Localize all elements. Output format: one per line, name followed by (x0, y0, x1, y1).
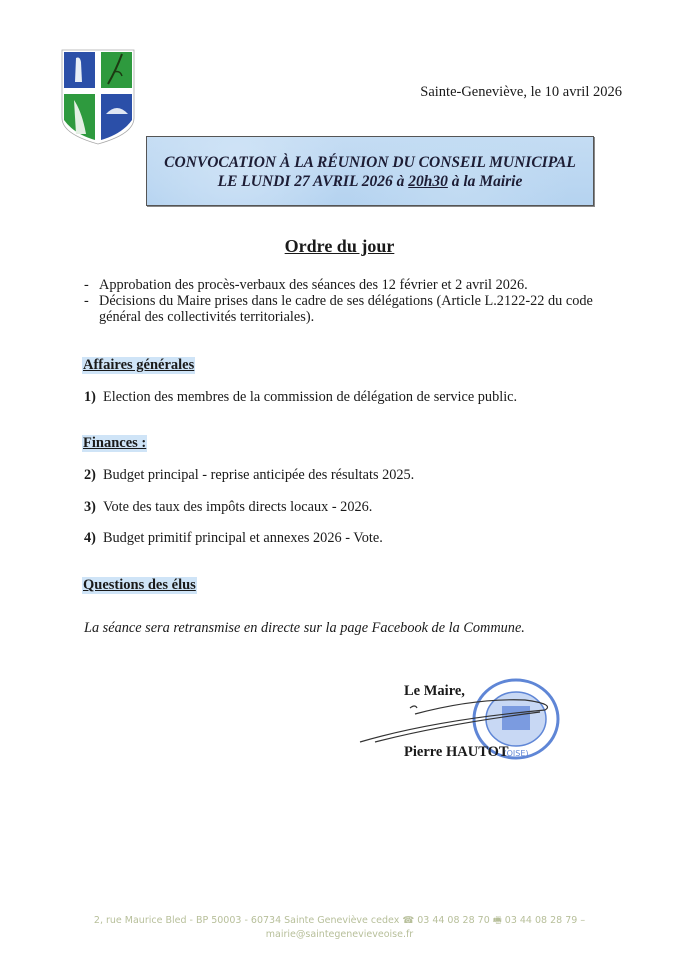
item-number: 3) (84, 499, 96, 515)
footer-address: 2, rue Maurice Bled - BP 50003 - 60734 Sainte Geneviève cedex (93, 915, 400, 926)
footer-fax: 03 44 08 28 79 – (504, 915, 586, 926)
date-line: Sainte-Geneviève, le 10 avril 2026 (420, 84, 622, 100)
item-number: 4) (84, 530, 96, 546)
svg-text:(OISE): (OISE) (503, 749, 529, 758)
preliminary-list (84, 277, 634, 325)
list-item-text: Décisions du Maire prises dans le cadre de ses délégations (Article L.2122-22 du code général des collectivités territoriales). (99, 293, 593, 325)
footer-email[interactable]: mairie@saintegenevieveoise.fr (265, 929, 414, 940)
signatory-name: Pierre HAUTOT (404, 744, 509, 760)
list-item-text: Approbation des procès-verbaux des séances des 12 février et 2 avril 2026. (99, 277, 528, 293)
item-text: Vote des taux des impôts directs locaux - 2026. (103, 499, 373, 515)
banner-time: 20h30 (408, 173, 448, 190)
bullet-dash: - (84, 277, 89, 293)
item-text: Budget primitif principal et annexes 2026 - Vote. (103, 530, 383, 546)
crest-logo (60, 48, 136, 146)
convocation-banner (146, 136, 594, 206)
item-number: 2) (84, 467, 96, 483)
section-heading-general: Affaires générales (83, 357, 195, 373)
footer-phone: 03 44 08 28 70 (417, 915, 490, 926)
item-number: 1) (84, 389, 96, 405)
signatory-title: Le Maire, (404, 683, 465, 699)
bullet-dash: - (84, 293, 89, 309)
footer-line-1 (0, 914, 679, 928)
banner-line-1: CONVOCATION À LA RÉUNION DU CONSEIL MUNICIPAL (164, 154, 576, 171)
banner-date: LE LUNDI 27 AVRIL 2026 à (217, 173, 409, 190)
banner-place: à la Mairie (447, 173, 523, 190)
agenda-item (84, 467, 414, 484)
footer (0, 914, 679, 942)
agenda-title: Ordre du jour (284, 236, 395, 256)
banner-line-2 (147, 172, 593, 191)
agenda-item (84, 389, 517, 406)
agenda-item (84, 530, 383, 547)
list-item (84, 277, 634, 293)
fax-icon: 🖷 (492, 915, 502, 926)
section-heading-finances: Finances : (83, 435, 147, 451)
phone-icon: ☎ (402, 915, 415, 926)
broadcast-note: La séance sera retransmise en directe sur la page Facebook de la Commune. (84, 620, 525, 636)
agenda-item (84, 499, 372, 516)
list-item (84, 293, 634, 325)
item-text: Election des membres de la commission de délégation de service public. (103, 389, 518, 405)
section-heading-questions: Questions des élus (83, 577, 196, 593)
item-text: Budget principal - reprise anticipée des résultats 2025. (103, 467, 415, 483)
